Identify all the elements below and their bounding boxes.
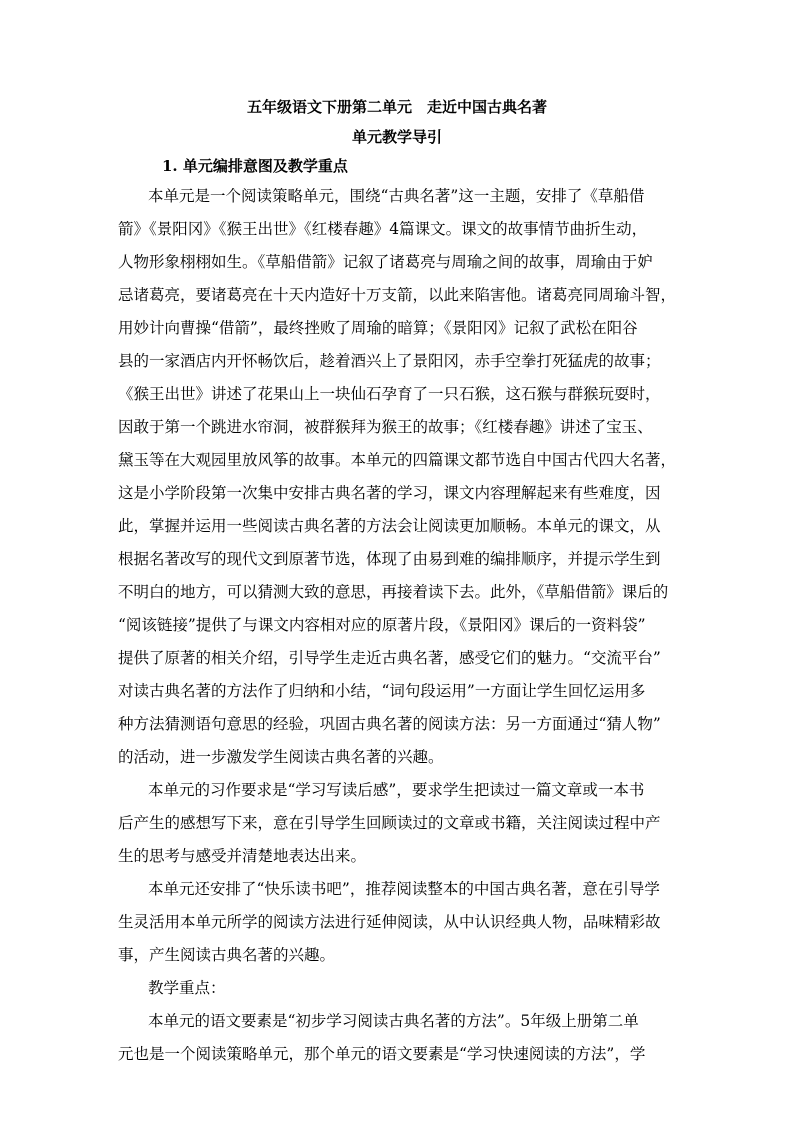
body-line: 教学重点：: [148, 979, 226, 997]
body-line: 人物形象栩栩如生。《草船借箭》记叙了诸葛亮与周瑜之间的故事，周瑜由于妒: [118, 253, 653, 271]
document-title: 五年级语文下册第二单元 走近中国古典名著: [246, 98, 547, 116]
document-subtitle: 单元教学导引: [351, 128, 442, 146]
body-line: 县的一家酒店内开怀畅饮后，趁着酒兴上了景阳冈，赤手空拳打死猛虎的故事；: [118, 352, 661, 370]
body-line: 本单元还安排了“快乐读书吧”，推荐阅读整本的中国古典名著，意在引导学: [148, 880, 660, 898]
body-line: 本单元的习作要求是“学习写读后感”，要求学生把读过一篇文章或一本书: [148, 781, 645, 799]
body-line: 用妙计向曹操“借箭”，最终挫败了周瑜的暗算；《景阳冈》记叙了武松在阳谷: [118, 319, 638, 337]
body-line: 《猴王出世》讲述了花果山上一块仙石孕育了一只石猴，这石猴与群猴玩耍时，: [118, 385, 661, 403]
body-line: 根据名著改写的现代文到原著节选，体现了由易到难的编排顺序，并提示学生到: [118, 550, 661, 568]
body-line: 箭》《景阳冈》《猴王出世》《红楼春趣》4篇课文。课文的故事情节曲折生动，: [118, 220, 648, 238]
body-line: 后产生的感想写下来，意在引导学生回顾读过的文章或书籍，关注阅读过程中产: [118, 814, 661, 832]
body-line: “阅该链接”提供了与课文内容相对应的原著片段，《景阳冈》课后的一资料袋”: [118, 616, 646, 634]
body-line: 这是小学阶段第一次集中安排古典名著的学习，课文内容理解起来有些难度，因: [118, 484, 661, 502]
body-line: 黛玉等在大观园里放风筝的故事。本单元的四篇课文都节选自中国古代四大名著，: [118, 451, 677, 469]
body-line: 本单元是一个阅读策略单元，围绕“古典名著”这一主题，安排了《草船借: [148, 187, 645, 205]
body-line: 提供了原著的相关介绍，引导学生走近古典名著，感受它们的魅力。“交流平台”: [118, 649, 661, 667]
body-line: 种方法猜测语句意思的经验，巩固古典名著的阅读方法：另一方面通过“猜人物”: [118, 715, 661, 733]
body-line: 生灵活用本单元所学的阅读方法进行延伸阅读，从中认识经典人物，品味精彩故: [118, 913, 661, 931]
body-line: 不明白的地方，可以猜测大致的意思，再接着读下去。此外，《草船借箭》课后的: [118, 583, 669, 601]
body-line: 此，掌握并运用一些阅读古典名著的方法会让阅读更加顺畅。本单元的课文，从: [118, 517, 661, 535]
body-line: 元也是一个阅读策略单元，那个单元的语文要素是“学习快速阅读的方法”，学: [118, 1045, 646, 1063]
section-heading: 1. 单元编排意图及教学重点: [162, 157, 348, 175]
body-line: 事，产生阅读古典名著的兴趣。: [118, 946, 336, 964]
body-line: 因敢于第一个跳进水帘洞，被群猴拜为猴王的故事；《红楼春趣》讲述了宝玉、: [118, 418, 653, 436]
body-line: 的活动，进一步激发学生阅读古典名著的兴趣。: [118, 748, 444, 766]
body-line: 本单元的语文要素是“初步学习阅读古典名著的方法”。5年级上册第二单: [148, 1012, 639, 1030]
body-line: 忌诸葛亮，要诸葛亮在十天内造好十万支箭，以此来陷害他。诸葛亮同周瑜斗智，: [118, 286, 677, 304]
body-line: 生的思考与感受并清楚地表达出来。: [118, 847, 367, 865]
body-line: 对读古典名著的方法作了归纳和小结，“词句段运用”一方面让学生回忆运用多: [118, 682, 646, 700]
